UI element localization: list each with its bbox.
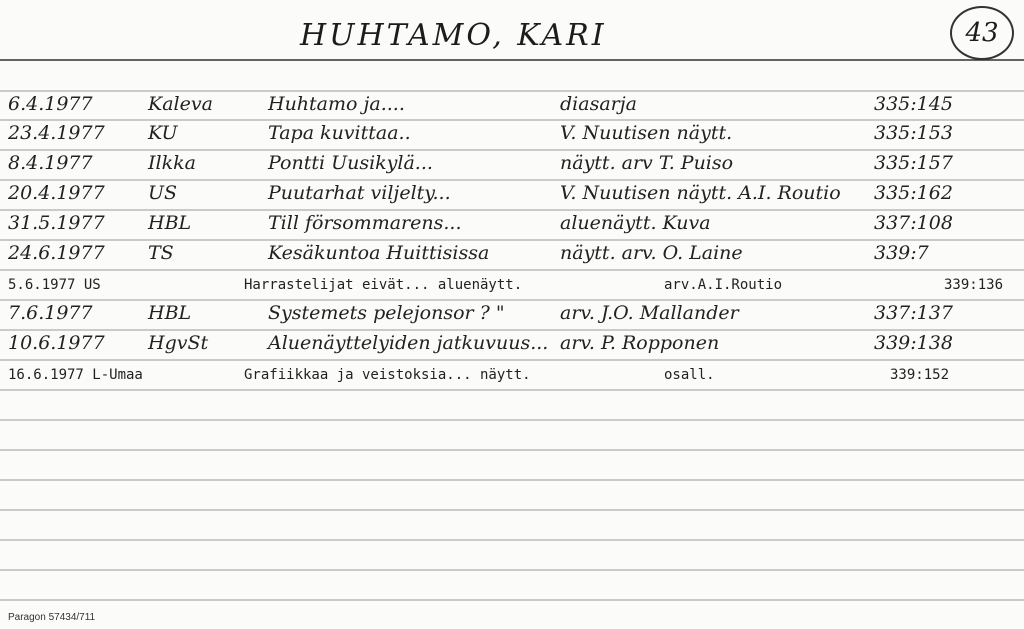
entry-note: V. Nuutisen näytt. bbox=[560, 122, 733, 144]
entry-date: 23.4.1977 bbox=[8, 122, 105, 144]
entry-source: US bbox=[148, 182, 178, 204]
entry-ref: 339:138 bbox=[874, 332, 953, 354]
card-number: 43 bbox=[965, 18, 999, 48]
entry-date: 20.4.1977 bbox=[8, 182, 105, 204]
entry-row bbox=[0, 121, 1024, 149]
entry-ref: 335:145 bbox=[874, 93, 953, 115]
entry-row bbox=[0, 301, 1024, 329]
entry-text: Tapa kuvittaa.. bbox=[268, 122, 411, 144]
entry-note: diasarja bbox=[560, 93, 637, 115]
entry-note: V. Nuutisen näytt. A.I. Routio bbox=[560, 182, 841, 204]
entry-note: osall. bbox=[664, 367, 715, 383]
entry-source: Ilkka bbox=[148, 152, 196, 174]
entry-source: TS bbox=[148, 242, 174, 264]
entry-date: 10.6.1977 bbox=[8, 332, 105, 354]
entry-date: 24.6.1977 bbox=[8, 242, 105, 264]
entry-source: HBL bbox=[148, 302, 192, 324]
entry-text: Kesäkuntoa Huittisissa bbox=[268, 242, 490, 264]
entry-text: Puutarhat viljelty... bbox=[268, 182, 451, 204]
entry-date: 5.6.1977 US bbox=[8, 277, 101, 293]
entry-ref: 337:137 bbox=[874, 302, 953, 324]
entry-source: HgvSt bbox=[148, 332, 209, 354]
entry-ref: 339:152 bbox=[890, 367, 950, 383]
entry-date: 31.5.1977 bbox=[8, 212, 105, 234]
entry-ref: 339:7 bbox=[874, 242, 929, 264]
entry-note: näytt. arv. O. Laine bbox=[560, 242, 743, 264]
entry-text: Harrastelijat eivät... aluenäytt. bbox=[244, 277, 523, 293]
entry-ref: 337:108 bbox=[874, 212, 953, 234]
entry-ref: 339:136 bbox=[944, 277, 1004, 293]
entry-text: Aluenäyttelyiden jatkuvuus... bbox=[268, 332, 549, 354]
entry-row bbox=[0, 211, 1024, 239]
entry-text: Grafiikkaa ja veistoksia... näytt. bbox=[244, 367, 531, 383]
entry-note: arv.A.I.Routio bbox=[664, 277, 783, 293]
card-title: HUHTAMO, KARI bbox=[300, 18, 607, 53]
entry-row bbox=[0, 181, 1024, 209]
entry-source: KU bbox=[148, 122, 178, 144]
entry-date: 7.6.1977 bbox=[8, 302, 93, 324]
printer-mark: Paragon 57434/711 bbox=[8, 612, 96, 623]
entry-date: 8.4.1977 bbox=[8, 152, 93, 174]
entry-note: näytt. arv T. Puiso bbox=[560, 152, 734, 174]
entry-note: arv. J.O. Mallander bbox=[560, 302, 739, 324]
entry-row bbox=[0, 361, 1024, 389]
entry-text: Pontti Uusikylä... bbox=[268, 152, 433, 174]
entry-date: 16.6.1977 L-Umaa bbox=[8, 367, 143, 383]
entry-date: 6.4.1977 bbox=[8, 93, 93, 115]
entry-text: Huhtamo ja.... bbox=[268, 93, 405, 115]
entry-ref: 335:162 bbox=[874, 182, 953, 204]
entry-source: Kaleva bbox=[148, 93, 213, 115]
entry-text: Till försommarens... bbox=[268, 212, 462, 234]
entry-source: HBL bbox=[148, 212, 192, 234]
entry-row bbox=[0, 241, 1024, 269]
entry-row bbox=[0, 331, 1024, 359]
entry-row bbox=[0, 271, 1024, 299]
entry-ref: 335:157 bbox=[874, 152, 953, 174]
entry-row bbox=[0, 151, 1024, 179]
entry-text: Systemets pelejonsor ? " bbox=[268, 302, 505, 324]
entry-ref: 335:153 bbox=[874, 122, 953, 144]
entry-note: aluenäytt. Kuva bbox=[560, 212, 711, 234]
entry-row bbox=[0, 92, 1024, 120]
entry-note: arv. P. Ropponen bbox=[560, 332, 720, 354]
card-number-circle bbox=[950, 6, 1014, 60]
